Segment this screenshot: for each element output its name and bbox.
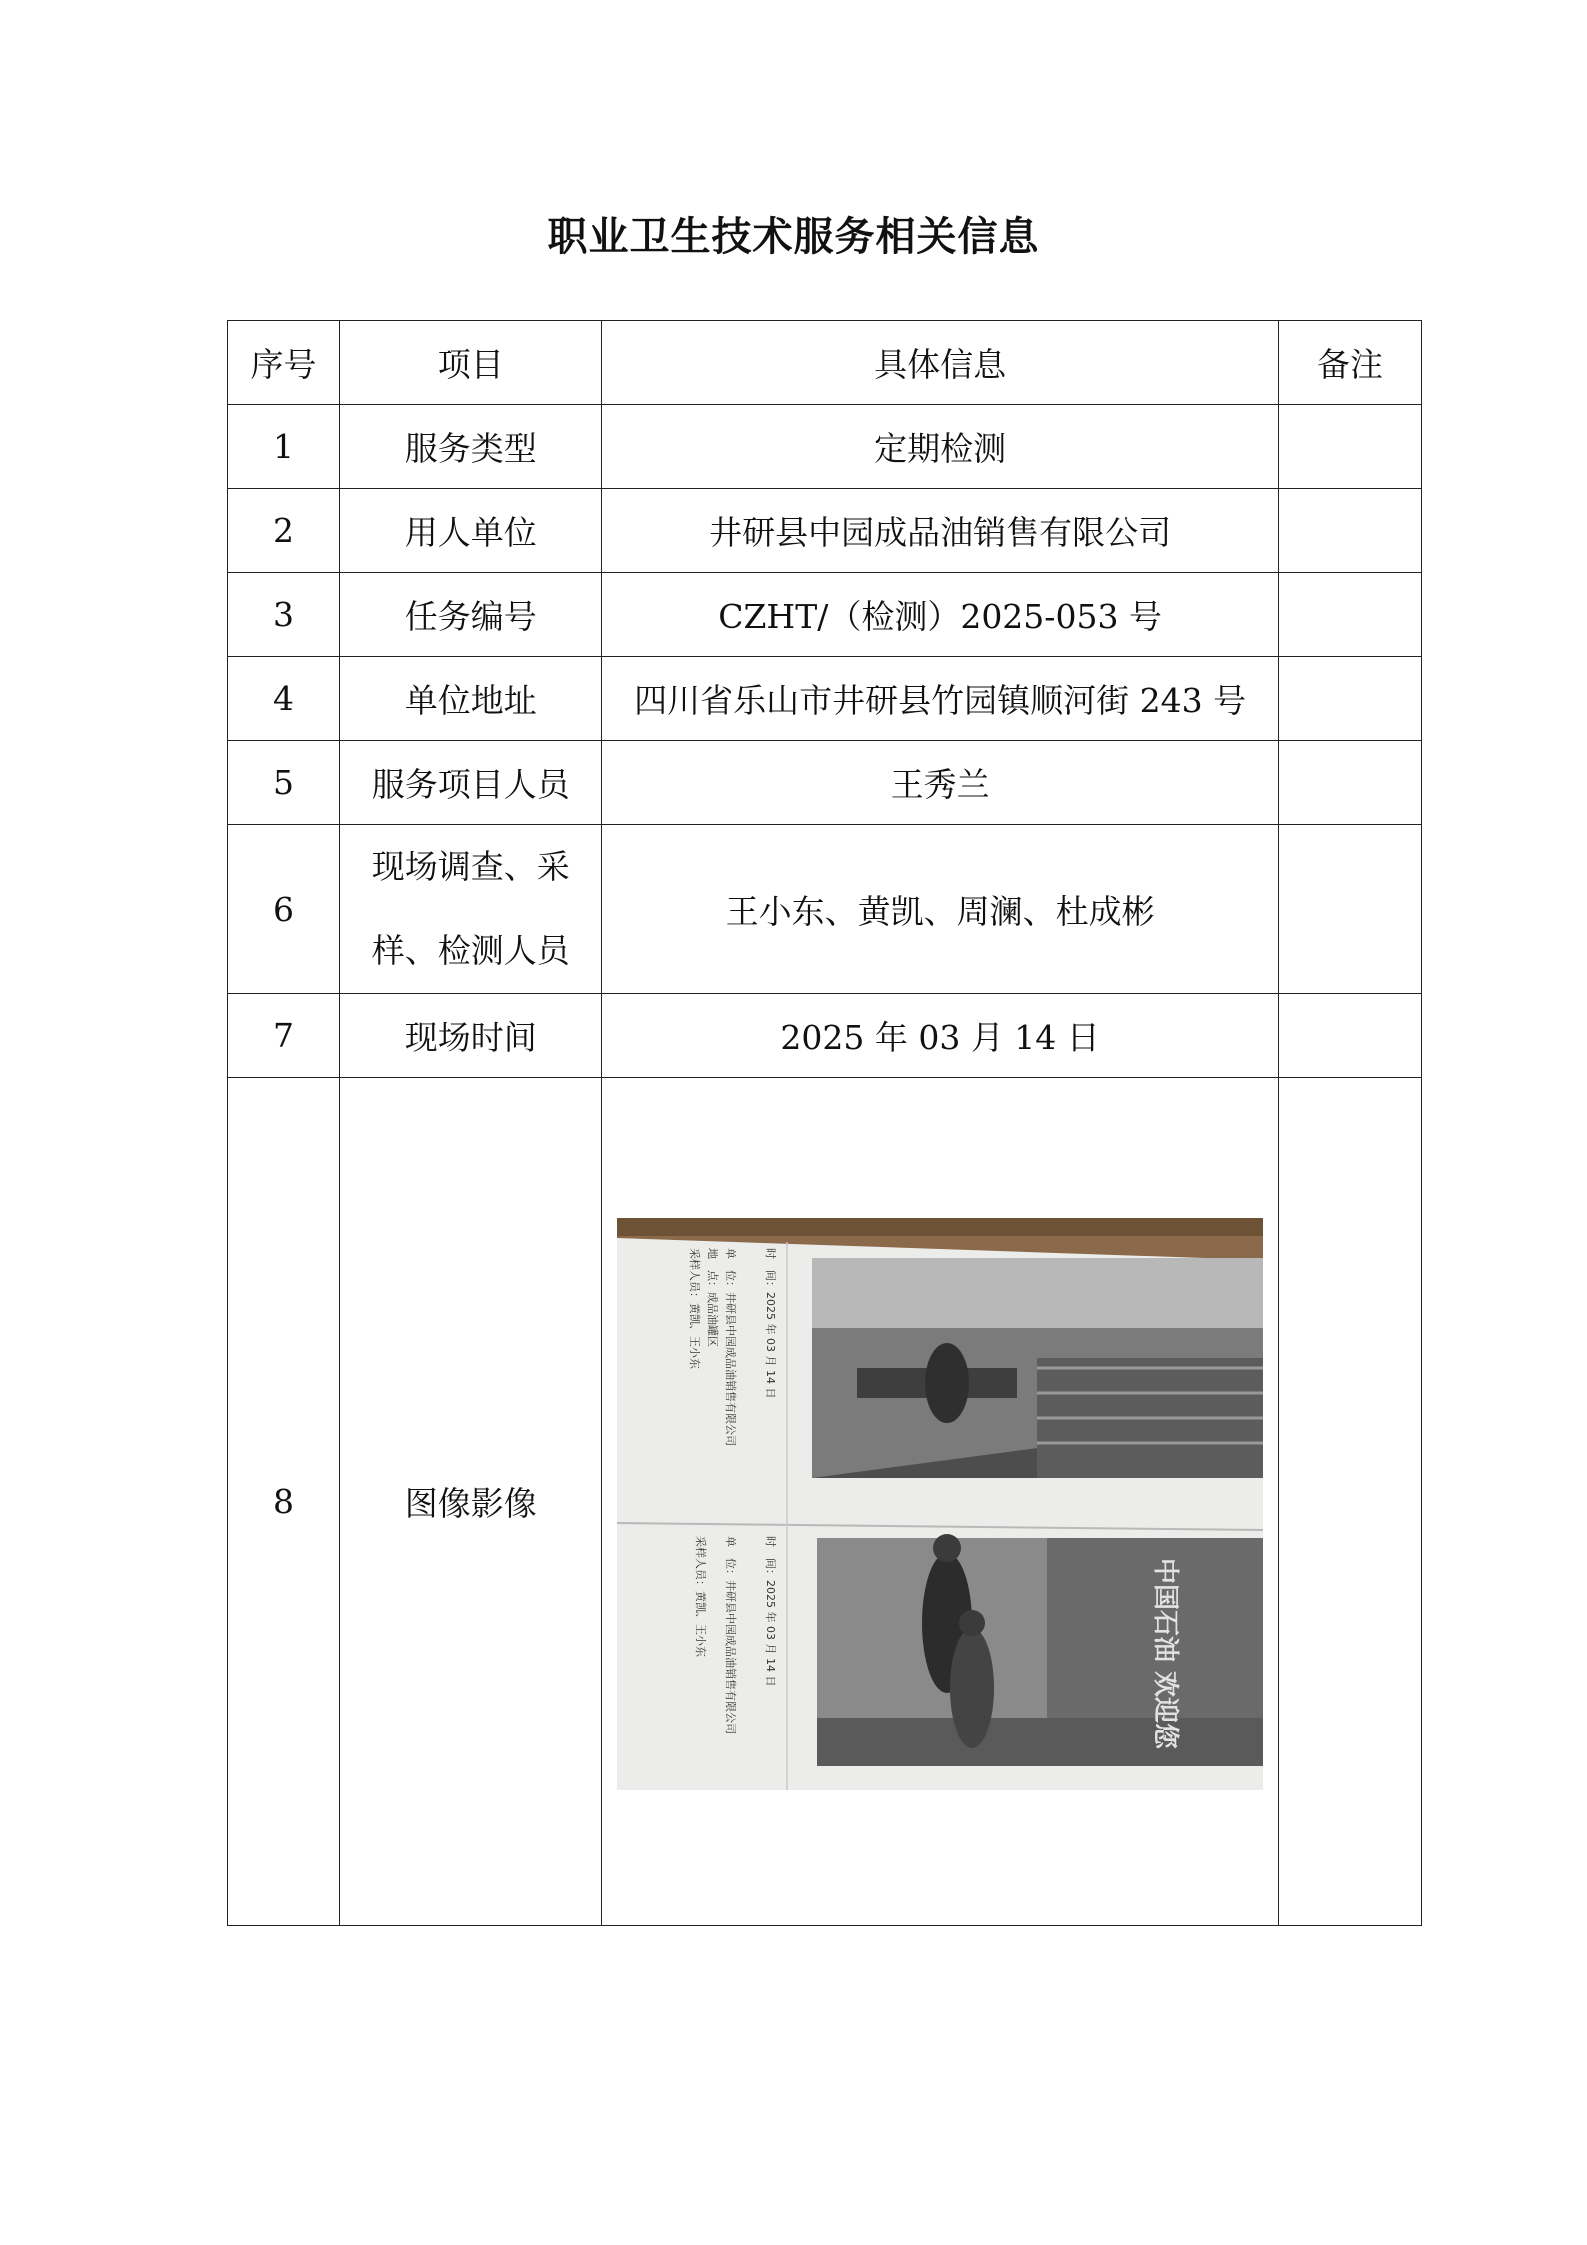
table-header-row [228, 321, 1422, 405]
table-row [228, 489, 1422, 573]
header-note: 备注 [1278, 321, 1421, 405]
row-info: CZHT/（检测）2025-053 号 [602, 573, 1279, 657]
row-no: 8 [228, 1078, 340, 1926]
caption-line: 单 位：井研县中园成品油销售有限公司 [724, 1248, 738, 1446]
row-no: 3 [228, 573, 340, 657]
table-row [228, 741, 1422, 825]
row-note [1278, 825, 1421, 994]
row-info: 定期检测 [602, 405, 1279, 489]
row-info: 四川省乐山市井研县竹园镇顺河街 243 号 [602, 657, 1279, 741]
row-item-line: 现场调查、采 [371, 847, 570, 886]
row-info: 2025 年 03 月 14 日 [602, 994, 1279, 1078]
site-photo-drawing [617, 1218, 1263, 1790]
person-figure [950, 1628, 994, 1748]
header-no: 序号 [228, 321, 340, 405]
row-info: 井研县中园成品油销售有限公司 [602, 489, 1279, 573]
header-info: 具体信息 [602, 321, 1279, 405]
caption-line: 采样人员：黄凯、王小东 [688, 1248, 702, 1369]
row-item: 服务项目人员 [340, 741, 602, 825]
row-note [1278, 994, 1421, 1078]
row-item: 图像影像 [340, 1078, 602, 1926]
row-no: 7 [228, 994, 340, 1078]
row-note [1278, 573, 1421, 657]
page-title: 职业卫生技术服务相关信息 [547, 213, 1040, 260]
row-info: 王秀兰 [602, 741, 1279, 825]
lower-photo [817, 1534, 1263, 1766]
row-info-image-cell [602, 1078, 1279, 1926]
row-item: 用人单位 [340, 489, 602, 573]
upper-photo [812, 1258, 1263, 1478]
row-item: 单位地址 [340, 657, 602, 741]
table-row [228, 573, 1422, 657]
row-no: 2 [228, 489, 340, 573]
table-row [228, 994, 1422, 1078]
table-row [228, 657, 1422, 741]
row-item: 任务编号 [340, 573, 602, 657]
row-note [1278, 1078, 1421, 1926]
row-note [1278, 741, 1421, 825]
row-item-line: 样、检测人员 [371, 931, 570, 970]
info-table [227, 320, 1422, 1926]
row-no: 5 [228, 741, 340, 825]
sign-text: 中国石油 欢迎您 [1150, 1558, 1181, 1750]
table-row [228, 405, 1422, 489]
row-note [1278, 405, 1421, 489]
row-note [1278, 489, 1421, 573]
row-item: 服务类型 [340, 405, 602, 489]
table-row [228, 1078, 1422, 1926]
row-info: 王小东、黄凯、周澜、杜成彬 [602, 825, 1279, 994]
caption-line: 单 位：井研县中园成品油销售有限公司 [724, 1536, 738, 1734]
row-no: 4 [228, 657, 340, 741]
caption-line: 采样人员：黄凯、王小东 [694, 1536, 708, 1657]
caption-line: 时 间：2025 年 03 月 14 日 [764, 1248, 778, 1399]
header-item: 项目 [340, 321, 602, 405]
caption-line: 时 间：2025 年 03 月 14 日 [764, 1536, 778, 1687]
row-no: 1 [228, 405, 340, 489]
row-no: 6 [228, 825, 340, 994]
table-row [228, 825, 1422, 994]
site-photo [617, 1218, 1263, 1790]
row-note [1278, 657, 1421, 741]
row-item [340, 825, 602, 994]
row-item: 现场时间 [340, 994, 602, 1078]
caption-line: 地 点：成品油罐区 [706, 1248, 720, 1347]
